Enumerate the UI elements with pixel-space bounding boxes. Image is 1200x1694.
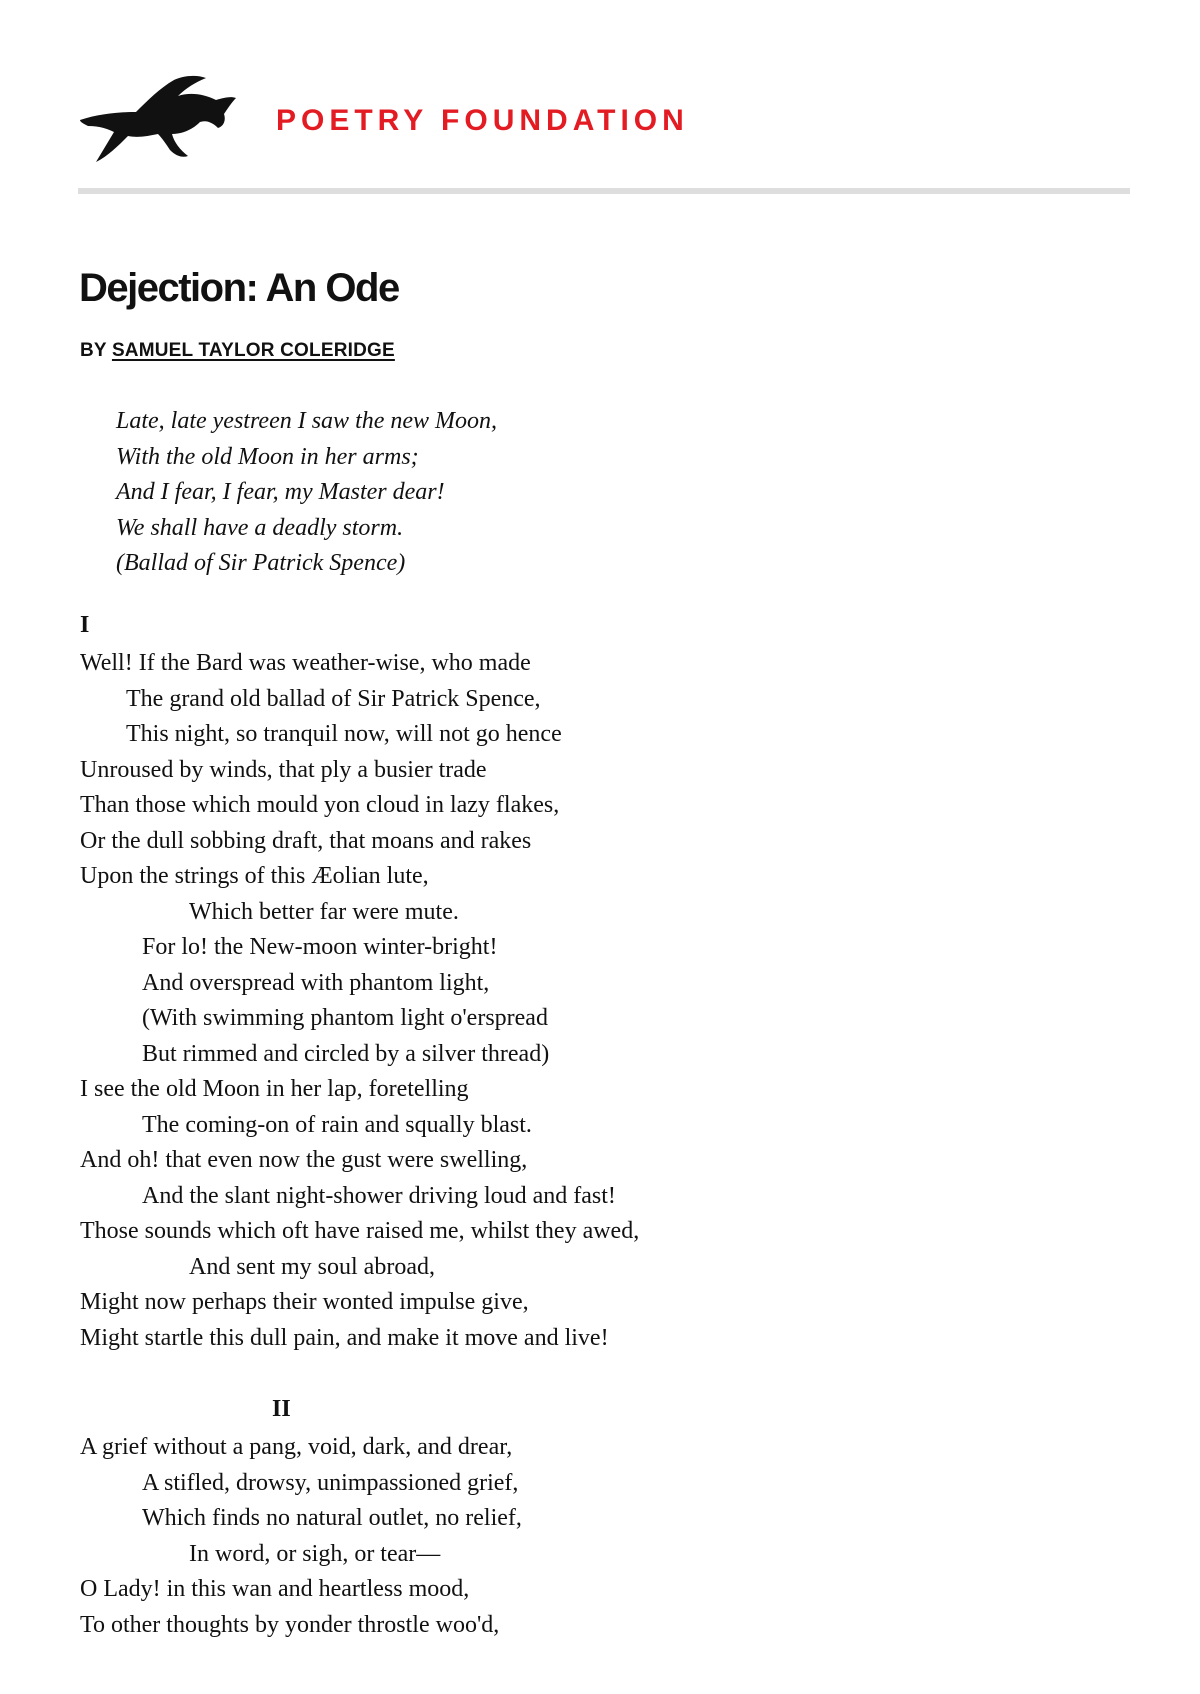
poem-line: Which finds no natural outlet, no relief, (142, 1505, 522, 1531)
poem-line: But rimmed and circled by a silver thread) (142, 1040, 550, 1067)
epigraph-line: And I fear, I fear, my Master dear! (116, 479, 445, 505)
poem-line: The grand old ballad of Sir Patrick Spence, (126, 685, 541, 712)
site-header (78, 72, 1130, 172)
by-label: BY (80, 340, 107, 361)
poem-line: Those sounds which oft have raised me, whilst they awed, (80, 1218, 640, 1244)
stanza-2 (80, 1430, 522, 1643)
epigraph-line: (Ballad of Sir Patrick Spence) (116, 550, 406, 576)
poem-line: Or the dull sobbing draft, that moans and rakes (80, 827, 532, 854)
poem-line: Well! If the Bard was weather-wise, who made (80, 650, 531, 676)
epigraph-line: Late, late yestreen I saw the new Moon, (116, 408, 498, 434)
poem-line: The coming-on of rain and squally blast. (142, 1111, 532, 1138)
poem-line: For lo! the New-moon winter-bright! (142, 934, 498, 960)
epigraph (116, 404, 497, 582)
poem-line: Might now perhaps their wonted impulse give, (80, 1289, 529, 1315)
poem-line: A grief without a pang, void, dark, and drear, (80, 1434, 513, 1460)
poem-line: And oh! that even now the gust were swelling, (80, 1147, 528, 1173)
stanza-1 (80, 646, 639, 1356)
poem-title: Dejection: An Ode (79, 266, 399, 310)
poem-line: And overspread with phantom light, (142, 969, 490, 996)
poem-line: I see the old Moon in her lap, foretelling (80, 1076, 469, 1102)
poem-line: And the slant night-shower driving loud and fast! (142, 1182, 616, 1209)
pegasus-logo-icon[interactable] (78, 72, 238, 168)
poem-line: In word, or sigh, or tear— (189, 1540, 441, 1567)
poem-line: And sent my soul abroad, (189, 1253, 435, 1280)
header-divider (78, 188, 1130, 194)
section-heading-2: II (272, 1396, 291, 1422)
section-heading-1: I (80, 612, 90, 638)
poem-line: This night, so tranquil now, will not go hence (126, 721, 562, 747)
epigraph-line: With the old Moon in her arms; (116, 443, 419, 470)
author-link[interactable]: SAMUEL TAYLOR COLERIDGE (111, 340, 395, 361)
poem-line: Which better far were mute. (189, 898, 459, 925)
poem-line: Upon the strings of this Æolian lute, (80, 863, 429, 889)
epigraph-line: We shall have a deadly storm. (116, 514, 404, 541)
poem-line: Unroused by winds, that ply a busier trade (80, 756, 487, 783)
poem-line: (With swimming phantom light o'erspread (142, 1005, 548, 1031)
poem-line: A stifled, drowsy, unimpassioned grief, (142, 1469, 519, 1496)
poem-line: Than those which mould yon cloud in lazy flakes, (80, 792, 560, 818)
byline (80, 340, 395, 362)
poem-line: Might startle this dull pain, and make it move and live! (80, 1324, 609, 1351)
brand-wordmark[interactable]: POETRY FOUNDATION (276, 104, 689, 137)
poem-line: O Lady! in this wan and heartless mood, (80, 1576, 470, 1602)
poem-line: To other thoughts by yonder throstle woo'd, (80, 1611, 500, 1638)
